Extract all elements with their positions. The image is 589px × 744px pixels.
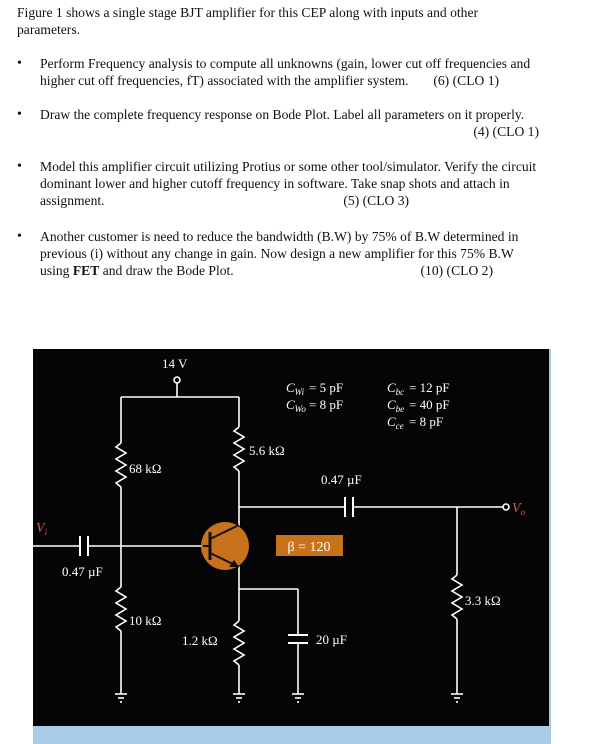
task-3-line-1: Model this amplifier circuit utilizing Protius or some other tool/simulator. Verify the circuit — [40, 159, 537, 174]
bias-top-resistor-label: 68 kΩ — [129, 461, 162, 476]
cbe-subscript: be — [395, 404, 405, 414]
ground-icon — [233, 694, 245, 702]
npn-transistor-icon — [201, 522, 249, 570]
ground-icon — [292, 694, 304, 702]
cwi-value: = 5 pF — [309, 380, 344, 395]
task-4-line-1: Another customer is need to reduce the bandwidth (B.W) by 75% of B.W determined in — [40, 229, 519, 244]
cbe-symbol: C — [387, 397, 396, 412]
cwi-symbol: C — [286, 380, 295, 395]
emitter-capacitor-label: 20 µF — [316, 632, 347, 647]
cce-value: = 8 pF — [409, 414, 444, 429]
vo-subscript: o — [520, 507, 526, 517]
vcc-label: 14 V — [162, 356, 188, 371]
input-capacitor-icon — [80, 536, 88, 556]
intro-line-1: Figure 1 shows a single stage BJT amplifier for this CEP along with inputs and other — [17, 5, 479, 20]
bullet-dot-icon: • — [17, 107, 22, 122]
task-3-line-3 — [40, 192, 585, 209]
task-4-text-pre: using — [40, 263, 73, 278]
bullet-dot-icon: • — [17, 159, 22, 174]
task-1-line-2 — [40, 72, 585, 89]
intro-paragraph — [17, 4, 577, 38]
emitter-resistor-label: 1.2 kΩ — [182, 633, 218, 648]
task-2-line-1: Draw the complete frequency response on Bode Plot. Label all parameters on it properly. — [40, 107, 525, 122]
capacitance-list — [286, 380, 404, 431]
cwo-symbol: C — [286, 397, 295, 412]
task-3-line-2: dominant lower and higher cutoff frequency in software. Take snap shots and attach in — [40, 176, 510, 191]
bullet-dot-icon: • — [17, 229, 22, 244]
bias-bottom-resistor-label: 10 kΩ — [129, 613, 162, 628]
svg-text:Cce — [387, 414, 404, 431]
ground-icon — [451, 694, 463, 702]
circuit-figure — [33, 349, 549, 726]
cbc-subscript: bc — [395, 387, 405, 397]
svg-text:Cbc — [387, 380, 404, 397]
cwo-subscript: Wo — [294, 404, 306, 414]
output-capacitor-label: 0.47 µF — [321, 472, 362, 487]
cbe-value: = 40 pF — [409, 397, 450, 412]
cbc-symbol: C — [387, 380, 396, 395]
task-2-marks: (4) (CLO 1) — [473, 124, 539, 139]
bullet-dot-icon: • — [17, 56, 22, 71]
vo-symbol: V — [512, 501, 521, 516]
bjt-amplifier-schematic — [33, 349, 549, 726]
vi-symbol: V — [36, 521, 45, 536]
cwo-value: = 8 pF — [309, 397, 344, 412]
load-resistor-label: 3.3 kΩ — [465, 593, 501, 608]
task-4-text-bold: FET — [72, 263, 100, 278]
vi-subscript: i — [44, 527, 48, 537]
emitter-capacitor-icon — [288, 635, 308, 643]
cbc-value: = 12 pF — [409, 380, 450, 395]
cce-subscript: ce — [395, 421, 404, 431]
beta-label: β = 120 — [287, 540, 331, 555]
task-4-line-2: previous (i) without any change in gain. Now design a new amplifier for this 75% B.W — [40, 246, 514, 261]
task-1-text: higher cut off frequencies, fT) associated with the amplifier system. — [40, 73, 409, 88]
cce-symbol: C — [387, 414, 396, 429]
task-4-line-3 — [40, 262, 585, 279]
task-4-marks: (10) (CLO 2) — [420, 263, 493, 278]
input-capacitor-label: 0.47 µF — [62, 564, 103, 579]
task-4-text-post: and draw the Bode Plot. — [99, 263, 234, 278]
cwi-subscript: Wi — [294, 387, 305, 397]
ground-icon — [115, 694, 127, 702]
svg-text:CWi — [286, 380, 305, 397]
output-capacitor-icon — [345, 497, 353, 517]
task-1-line-1: Perform Frequency analysis to compute all unknowns (gain, lower cut off frequencies and — [40, 56, 531, 71]
svg-text:CWo — [286, 397, 306, 414]
task-3-text: assignment. — [40, 193, 105, 208]
vo-label — [512, 501, 526, 517]
task-1-marks: (6) (CLO 1) — [433, 73, 500, 88]
intro-line-2: parameters. — [17, 22, 81, 37]
svg-text:Cbe — [387, 397, 404, 414]
task-3-marks: (5) (CLO 3) — [343, 193, 410, 208]
collector-resistor-label: 5.6 kΩ — [249, 443, 285, 458]
vi-label — [36, 521, 48, 537]
